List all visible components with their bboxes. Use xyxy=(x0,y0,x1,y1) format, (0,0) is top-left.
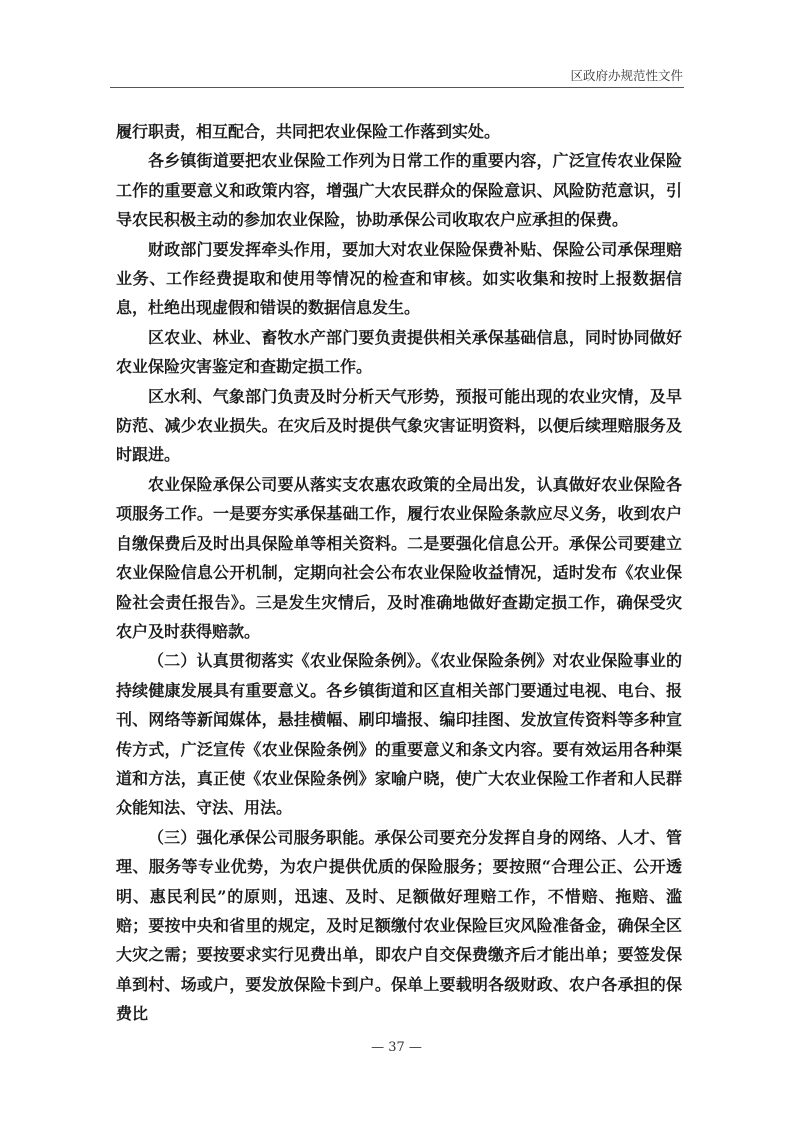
document-category-header: 区政府办规范性文件 xyxy=(570,68,683,83)
document-body xyxy=(116,117,682,1029)
paragraph-townships: 各乡镇街道要把农业保险工作列为日常工作的重要内容，广泛宣传农业保险工作的重要意义和政策内容，增强广大农民群众的保险意识、风险防范意识，引导农民积极主动的参加农业保险，协助承保公司收取农户应承担的保费。 xyxy=(116,151,682,230)
paragraph-water-weather: 区水利、气象部门负责及时分析天气形势，预报可能出现的农业灾情，及早防范、减少农业损失。在灾后及时提供气象灾害证明资料，以便后续理赔服务及时跟进。 xyxy=(116,386,682,465)
page-number: — 37 — xyxy=(371,1040,422,1055)
paragraph-section-three: （三）强化承保公司服务职能。承保公司要充分发挥自身的网络、人才、管理、服务等专业优势，为农户提供优质的保险服务；要按照“合理公正、公开透明、惠民利民”的原则，迅速、及时、足额做好理赔工作，不惜赔、拖赔、滥赔；要按中央和省里的规定，及时足额缴付农业保险巨灾风险准备金，确保全区大灾之需；要按要求实行见费出单，即农户自交保费缴齐后才能出单；要签发保单到村、场或户，要发放保险卡到户。保单上要载明各级财政、农户各承担的保费比 xyxy=(116,827,682,1024)
paragraph-section-two: （二）认真贯彻落实《农业保险条例》。《农业保险条例》对农业保险事业的持续健康发展具有重要意义。各乡镇街道和区直相关部门要通过电视、电台、报刊、网络等新闻媒体，悬挂横幅、刷印墙报、编印挂图、发放宣传资料等多种宣传方式，广泛宣传《农业保险条例》的重要意义和条文内容。要有效运用各种渠道和方法，真正使《农业保险条例》家喻户晓，使广大农业保险工作者和人民群众能知法、守法、用法。 xyxy=(116,651,682,818)
paragraph-agriculture: 区农业、林业、畜牧水产部门要负责提供相关承保基础信息，同时协同做好农业保险灾害鉴定和查勘定损工作。 xyxy=(116,327,682,377)
header-divider xyxy=(110,87,684,88)
paragraph-insurers: 农业保险承保公司要从落实支农惠农政策的全局出发，认真做好农业保险各项服务工作。一是要夯实承保基础工作，履行农业保险条款应尽义务，收到农户自缴保费后及时出具保险单等相关资料。二是要强化信息公开。承保公司要建立农业保险信息公开机制，定期向社会公布农业保险收益情况，适时发布《农业保险社会责任报告》。三是发生灾情后，及时准确地做好查勘定损工作，确保受灾农户及时获得赔款。 xyxy=(116,474,682,641)
paragraph-finance: 财政部门要发挥牵头作用，要加大对农业保险保费补贴、保险公司承保理赔业务、工作经费提取和使用等情况的检查和审核。如实收集和按时上报数据信息，杜绝出现虚假和错误的数据信息发生。 xyxy=(116,239,682,318)
paragraph-continuation: 履行职责，相互配合，共同把农业保险工作落到实处。 xyxy=(116,122,501,141)
